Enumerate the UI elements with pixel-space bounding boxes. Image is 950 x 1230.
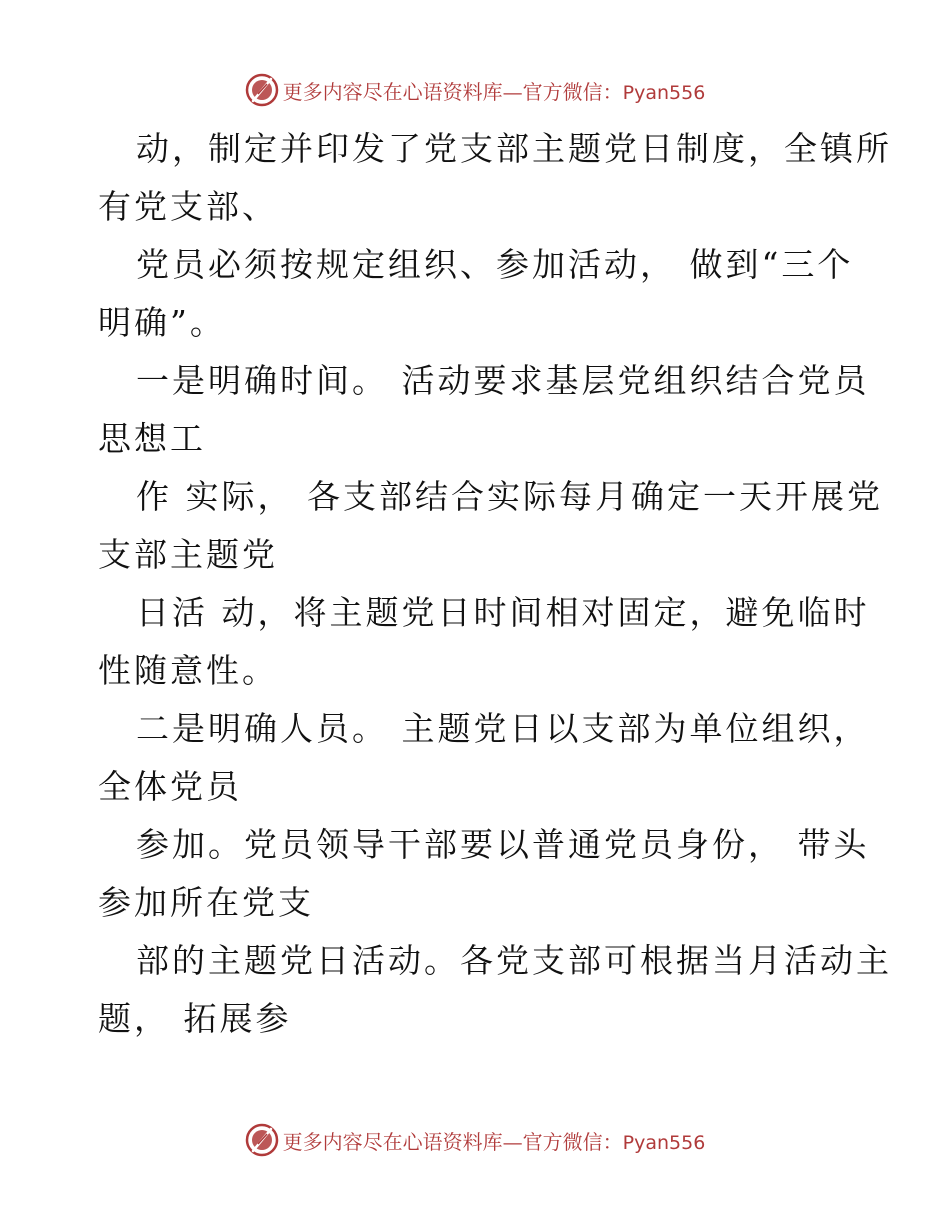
text-line: 部的主题党日活动。各党支部可根据当月活动主 [136,941,892,980]
text-line: 一是明确时间。 活动要求基层党组织结合党员 [136,361,870,400]
text-line: 性随意性。 [98,651,278,690]
text-line: 全体党员 [98,767,242,806]
text-line: 动，制定并印发了党支部主题党日制度，全镇所 [136,129,892,168]
footer-watermark [0,1120,950,1160]
text-line: 二是明确人员。 主题党日以支部为单位组织， [136,709,870,748]
document-body [98,120,892,1048]
text-line: 题， 拓展参 [98,999,292,1038]
watermark-text: 更多内容尽在心语资料库—官方微信：Pyan556 [282,79,706,104]
feather-seal-icon [245,1123,279,1157]
text-line: 支部主题党 [98,535,278,574]
text-line: 有党支部、 [98,187,278,226]
text-line: 日活 动，将主题党日时间相对固定，避免临时 [136,593,870,632]
watermark-text: 更多内容尽在心语资料库—官方微信：Pyan556 [282,1129,706,1154]
header-watermark [0,70,950,110]
text-line: 明确”。 [98,303,226,342]
feather-seal-icon [245,73,279,107]
text-line: 参加。党员领导干部要以普通党员身份， 带头 [136,825,870,864]
text-line: 作 实际， 各支部结合实际每月确定一天开展党 [136,477,883,516]
text-line: 参加所在党支 [98,883,314,922]
text-line: 思想工 [98,419,206,458]
text-line: 党员必须按规定组织、参加活动， 做到“三个 [136,245,854,284]
